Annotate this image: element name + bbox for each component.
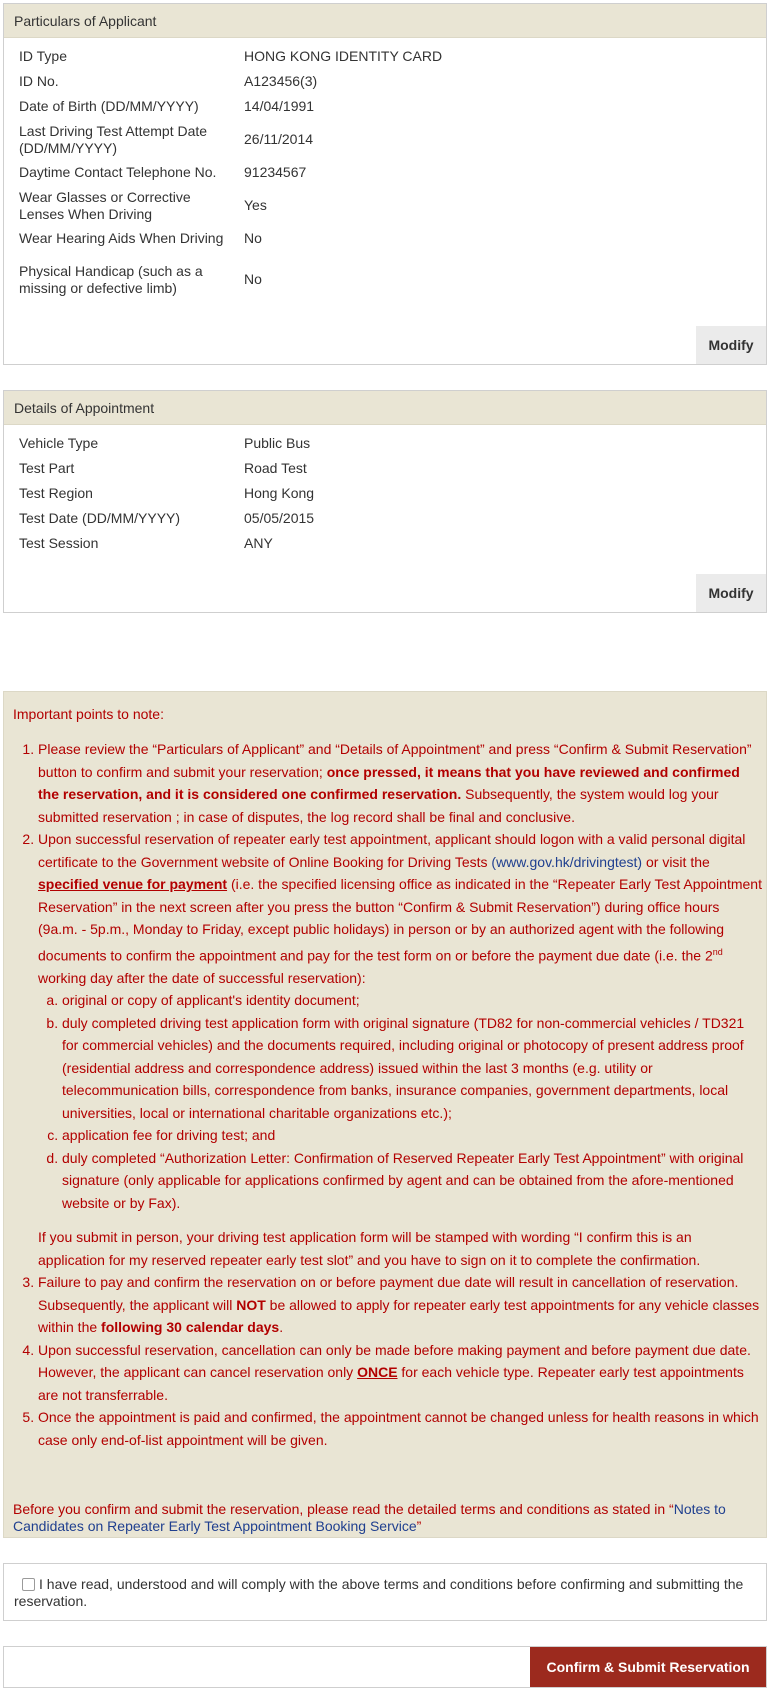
- document-item: d. duly completed “Authorization Letter: Confirmation of Reserved Repeater Early Test Appointment” with original signature (only applicable for applications confirmed by agent and can be obtained from the afore-mentioned website or by Fax).: [62, 1147, 762, 1215]
- notes-list: [4, 738, 768, 1451]
- applicant-row: [4, 251, 766, 308]
- note-text: Once the appointment is paid and confirmed, the appointment cannot be changed unless for health reasons in which case only end-of-list appointment will be given.: [38, 1409, 759, 1448]
- applicant-row: [4, 94, 766, 119]
- agreement-box: [3, 1563, 767, 1621]
- field-label: Wear Glasses or Corrective Lenses When Driving: [19, 188, 191, 222]
- note-emphasis: following 30 calendar days: [101, 1319, 280, 1336]
- field-value: Hong Kong: [244, 485, 315, 501]
- note-text: for each vehicle type. Repeater early test appointments are not transferrable.: [38, 1364, 744, 1403]
- note-text: Please review the “Particulars of Applicant” and “Details of Appointment” and press “Confirm & Submit Reservation” button to confirm and submit your reservation;: [38, 741, 752, 780]
- appointment-panel: [3, 390, 767, 613]
- field-label: Wear Hearing Aids When Driving: [19, 230, 224, 246]
- field-label: Test Part: [19, 460, 75, 476]
- appointment-rows: [4, 425, 766, 556]
- payment-venue-link[interactable]: specified venue for payment: [38, 876, 228, 892]
- note-text: ”: [416, 1518, 422, 1534]
- submit-bar: [3, 1646, 767, 1688]
- field-value: No: [244, 271, 262, 287]
- note-text: Upon successful reservation of repeater early test appointment, applicant should logon with a valid personal digital certificate to the Government website of Online Booking for Driving Tests: [38, 831, 746, 870]
- field-label: Test Session: [19, 535, 99, 551]
- document-item: c. application fee for driving test; and: [62, 1124, 762, 1147]
- notes-to-candidates-link[interactable]: Notes to Candidates on Repeater Early Test Appointment Booking Service: [13, 1501, 726, 1534]
- notes-title: Important points to note:: [13, 706, 164, 722]
- field-label: Date of Birth (DD/MM/YYYY): [19, 98, 199, 114]
- applicant-row: [4, 119, 766, 160]
- note-text: or visit the: [642, 853, 710, 870]
- note-text: working day after the date of successful reservation):: [38, 969, 366, 986]
- note-item-4: [38, 1339, 762, 1407]
- agreement-checkbox[interactable]: [22, 1578, 35, 1591]
- field-label: ID Type: [19, 48, 67, 64]
- field-label: Test Date (DD/MM/YYYY): [19, 510, 181, 526]
- field-label: Last Driving Test Attempt Date (DD/MM/YYYY): [19, 122, 208, 156]
- field-value: No: [244, 230, 262, 246]
- applicant-row: [4, 69, 766, 94]
- agreement-label: I have read, understood and will comply with the above terms and conditions before confirming and submitting the reservation.: [14, 1576, 744, 1609]
- field-value: A123456(3): [244, 73, 318, 89]
- confirm-submit-button[interactable]: Confirm & Submit Reservation: [530, 1647, 766, 1687]
- applicant-row: [4, 185, 766, 226]
- field-value: 91234567: [244, 164, 307, 180]
- applicant-row: [4, 160, 766, 185]
- important-notes: [3, 691, 767, 1538]
- applicant-panel-heading: Particulars of Applicant: [4, 4, 766, 38]
- field-value: 14/04/1991: [244, 98, 315, 114]
- note-text: (i.e. the specified licensing office as indicated in the “Repeater Early Test Appointment Reservation” in the next screen after you press the button “Confirm & Submit Reservation”) during office hours (9a.m. - 5p.m., Monday to Friday, except public holidays) in person or by an authorized agent with the following documents to confirm the appointment and pay for the test form on or before the payment due date (i.e. the 2: [38, 876, 762, 964]
- note-text: Before you confirm and submit the reservation, please read the detailed terms and conditions as stated in “: [13, 1501, 674, 1517]
- field-label: Daytime Contact Telephone No.: [19, 164, 217, 180]
- note-text: Subsequently, the system would log your submitted reservation ; in case of disputes, the log record shall be final and conclusive.: [38, 786, 719, 825]
- applicant-rows: [4, 38, 766, 308]
- drivingtest-website-link[interactable]: (www.gov.hk/drivingtest): [491, 853, 643, 870]
- field-value: Road Test: [244, 460, 307, 476]
- document-item: a. original or copy of applicant's identity document;: [62, 989, 762, 1012]
- field-value: Yes: [244, 197, 267, 213]
- appointment-row: [4, 531, 766, 556]
- applicant-row: [4, 44, 766, 69]
- field-value: ANY: [244, 535, 273, 551]
- field-label: ID No.: [19, 73, 59, 89]
- in-person-note: If you submit in person, your driving test application form will be stamped with wording “I confirm this is an application for my reserved repeater early test slot” and you have to sign on it to complete the confirmation.: [38, 1229, 701, 1268]
- appointment-row: [4, 456, 766, 481]
- field-value: Public Bus: [244, 435, 311, 451]
- note-emphasis: NOT: [236, 1296, 266, 1313]
- field-value: HONG KONG IDENTITY CARD: [244, 48, 443, 64]
- modify-appointment-button[interactable]: Modify: [696, 574, 766, 612]
- note-item-5: [38, 1406, 762, 1451]
- field-label: Test Region: [19, 485, 93, 501]
- appointment-row: [4, 481, 766, 506]
- note-item-2: [38, 828, 762, 1271]
- field-value: 05/05/2015: [244, 510, 315, 526]
- notes-footer: [13, 1501, 763, 1535]
- note-text: Failure to pay and confirm the reservation on or before payment due date will result in cancellation of reservation. Subsequently, the applicant will: [38, 1274, 739, 1313]
- appointment-row: [4, 431, 766, 456]
- note-emphasis: once pressed, it means that you have reviewed and confirmed the reservation, and it is considered one confirmed reservation.: [38, 763, 740, 802]
- note-emphasis: ONCE: [357, 1364, 398, 1381]
- note-text: be allowed to apply for repeater early test appointments for any vehicle classes within the: [38, 1296, 760, 1336]
- applicant-panel: [3, 3, 767, 365]
- note-item-3: [38, 1271, 762, 1339]
- field-label: Vehicle Type: [19, 435, 99, 451]
- note-text: Upon successful reservation, cancellation can only be made before making payment and before payment due date. However, the applicant can cancel reservation only: [38, 1341, 751, 1381]
- note-superscript: nd: [712, 946, 723, 957]
- modify-applicant-button[interactable]: Modify: [696, 326, 766, 364]
- documents-list: [38, 989, 762, 1214]
- field-label: Physical Handicap (such as a missing or defective limb): [19, 262, 203, 296]
- note-text: .: [279, 1319, 284, 1336]
- appointment-panel-heading: Details of Appointment: [4, 391, 766, 425]
- field-value: 26/11/2014: [244, 131, 314, 147]
- note-item-1: [38, 738, 762, 828]
- appointment-row: [4, 506, 766, 531]
- document-item: b. duly completed driving test application form with original signature (TD82 for non-commercial vehicles / TD321 for commercial vehicles) and the documents required, including original or photocopy of present address proof (residential address and correspondence address) issued within the last 3 months (e.g. utility or telecommunication bills, correspondence from banks, insurance companies, government departments, local universities, local or international charitable organizations etc.);: [62, 1012, 762, 1125]
- applicant-row: [4, 226, 766, 251]
